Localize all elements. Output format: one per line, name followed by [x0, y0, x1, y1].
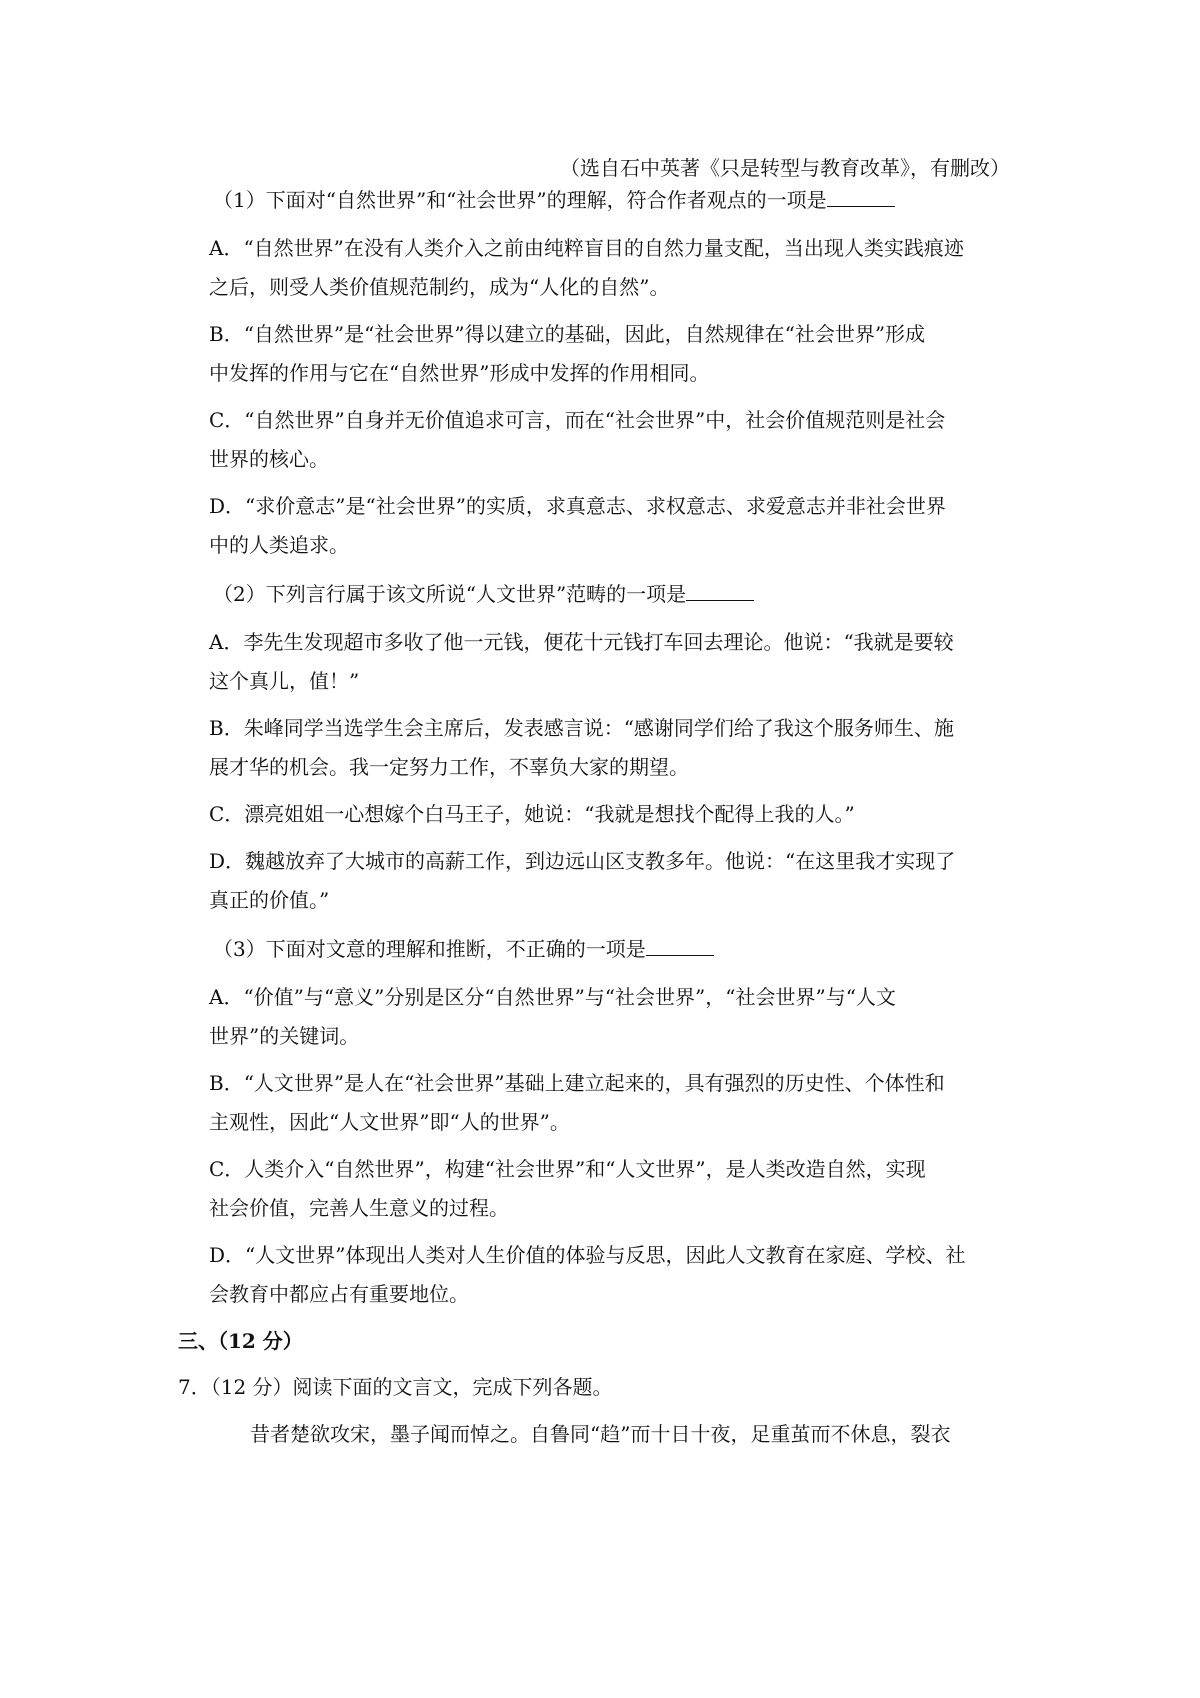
question-2-text: （2）下列言行属于该文所说“人文世界”范畴的一项是 — [213, 582, 687, 606]
section-3-heading: 三、（12 分） — [178, 1329, 303, 1353]
answer-blank-2 — [686, 580, 754, 601]
question-2-stem — [213, 580, 754, 608]
q2-option-b-line1: B．朱峰同学当选学生会主席后，发表感言说：“感谢同学们给了我这个服务师生、施 — [209, 716, 954, 740]
q1-option-b-line1: B．“自然世界”是“社会世界”得以建立的基础，因此，自然规律在“社会世界”形成 — [209, 322, 926, 346]
q2-option-c-line1: C．漂亮姐姐一心想嫁个白马王子，她说：“我就是想找个配得上我的人。” — [209, 802, 855, 826]
classical-passage: 昔者楚欲攻宋，墨子闻而悼之。自鲁同“趋”而十日十夜，足重茧而不休息，裂衣 — [250, 1422, 951, 1446]
q1-option-b-line2: 中发挥的作用与它在“自然世界”形成中发挥的作用相同。 — [209, 361, 710, 385]
question-1-stem — [213, 186, 895, 214]
q1-option-c-line2: 世界的核心。 — [209, 447, 329, 471]
answer-blank-1 — [827, 186, 895, 207]
q3-option-a-line2: 世界”的关键词。 — [209, 1024, 360, 1048]
q1-option-d-line1: D．“求价意志”是“社会世界”的实质，求真意志、求权意志、求爱意志并非社会世界 — [209, 494, 946, 518]
q2-option-b-line2: 展才华的机会。我一定努力工作，不辜负大家的期望。 — [209, 755, 689, 779]
question-7-stem: 7．（12 分）阅读下面的文言文，完成下列各题。 — [178, 1375, 613, 1399]
q2-option-d-line1: D．魏越放弃了大城市的高薪工作，到边远山区支教多年。他说：“在这里我才实现了 — [209, 849, 956, 873]
q2-option-a-line2: 这个真儿，值！” — [209, 669, 360, 693]
q3-option-c-line2: 社会价值，完善人生意义的过程。 — [209, 1196, 509, 1220]
q1-option-c-line1: C．“自然世界”自身并无价值追求可言，而在“社会世界”中，社会价值规范则是社会 — [209, 408, 946, 432]
q1-option-a-line1: A．“自然世界”在没有人类介入之前由纯粹盲目的自然力量支配，当出现人类实践痕迹 — [209, 236, 964, 260]
q3-option-d-line2: 会教育中都应占有重要地位。 — [209, 1282, 469, 1306]
question-1-text: （1）下面对“自然世界”和“社会世界”的理解，符合作者观点的一项是 — [213, 188, 827, 212]
q3-option-b-line2: 主观性，因此“人文世界”即“人的世界”。 — [209, 1110, 570, 1134]
q3-option-a-line1: A．“价值”与“意义”分别是区分“自然世界”与“社会世界”，“社会世界”与“人文 — [209, 985, 896, 1009]
q1-option-d-line2: 中的人类追求。 — [209, 533, 349, 557]
q3-option-b-line1: B．“人文世界”是人在“社会世界”基础上建立起来的，具有强烈的历史性、个体性和 — [209, 1071, 945, 1095]
answer-blank-3 — [646, 935, 714, 956]
q3-option-c-line1: C．人类介入“自然世界”，构建“社会世界”和“人文世界”，是人类改造自然，实现 — [209, 1157, 926, 1181]
source-citation: （选自石中英著《只是转型与教育改革》，有删改） — [560, 156, 1010, 180]
question-3-stem — [213, 935, 714, 963]
q2-option-d-line2: 真正的价值。” — [209, 888, 330, 912]
q1-option-a-line2: 之后，则受人类价值规范制约，成为“人化的自然”。 — [209, 275, 670, 299]
q2-option-a-line1: A．李先生发现超市多收了他一元钱，便花十元钱打车回去理论。他说：“我就是要较 — [209, 630, 954, 654]
q3-option-d-line1: D．“人文世界”体现出人类对人生价值的体验与反思，因此人文教育在家庭、学校、社 — [209, 1243, 966, 1267]
question-3-text: （3）下面对文意的理解和推断，不正确的一项是 — [213, 937, 646, 961]
